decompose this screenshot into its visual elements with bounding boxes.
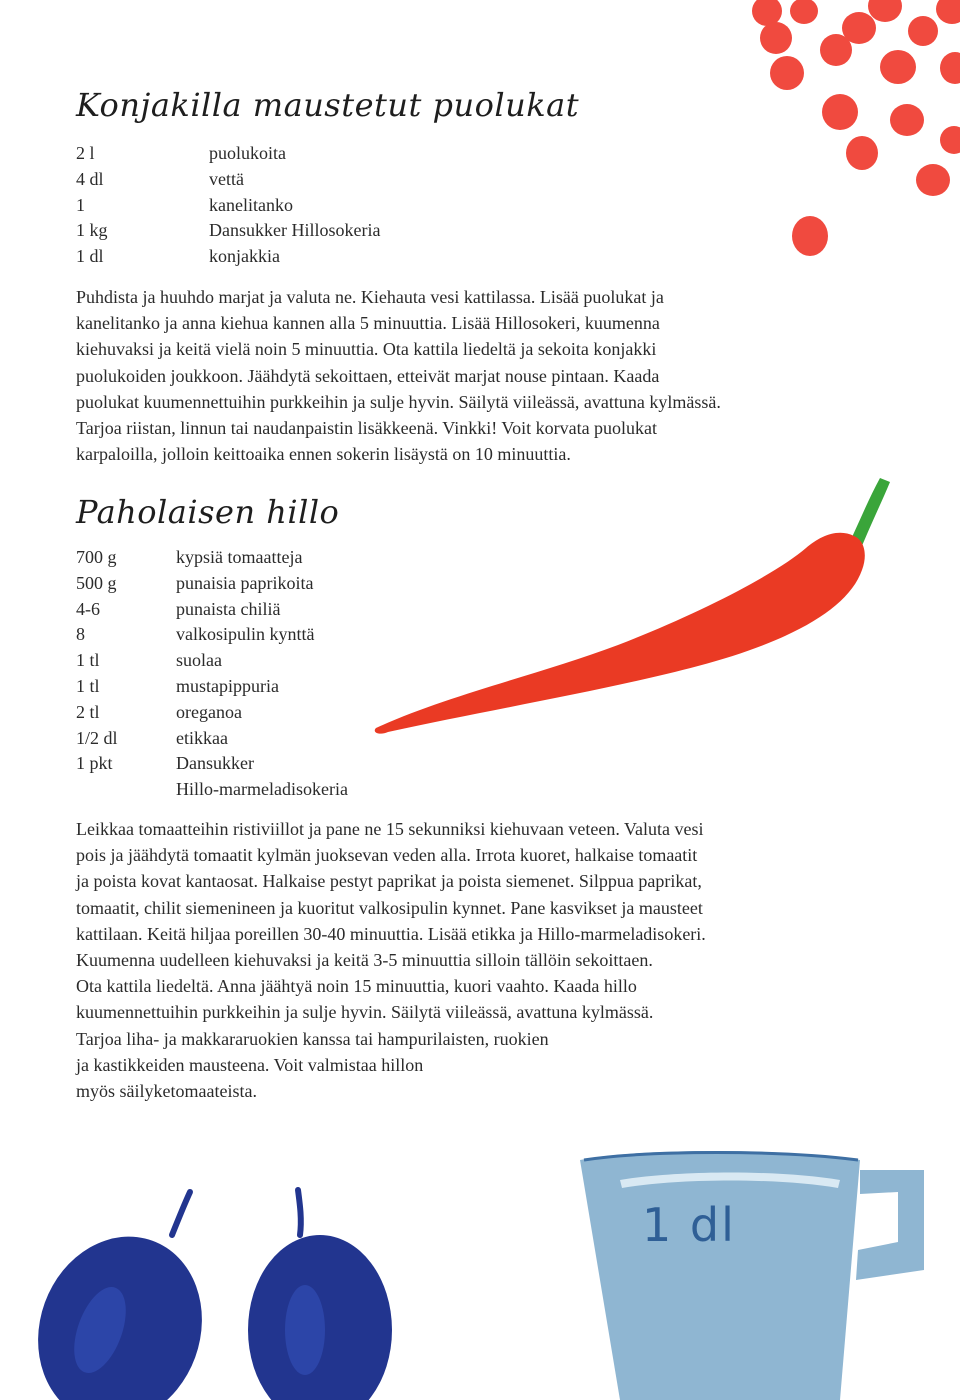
ingredient-quantity: 8 [76,624,85,645]
lingonberry-icon [790,0,818,24]
ingredient-quantity: 1 [76,194,85,215]
ingredient-quantity: 1 pkt [76,753,113,774]
method-line: kattilaan. Keitä hiljaa poreillen 30-40 minuuttia. Lisää etikka ja Hillo-marmeladisokeri. [76,923,706,944]
method-line: myös säilyketomaateista. [76,1081,257,1102]
ingredient-row [76,167,380,193]
lingonberry-icon [760,22,792,54]
ingredient-name: valkosipulin kynttä [176,624,315,645]
lingonberry-icon [822,94,858,130]
ingredient-quantity: 700 g [76,547,117,567]
method-line: Tarjoa riistan, linnun tai naudanpaistin lisäkkeenä. Vinkki! Voit korvata puolukat [76,418,658,439]
recipe-method [76,284,796,467]
ingredient-name: konjakkia [209,246,280,267]
ingredient-row [76,218,380,244]
plums-illustration [0,1180,400,1400]
plum-icon [12,1192,227,1400]
method-line: karpaloilla, jolloin keittoaika ennen sokerin lisäystä on 10 minuuttia. [76,444,571,465]
lingonberry-icon [916,164,950,196]
ingredient-row [76,571,348,597]
ingredient-name: punaista chiliä [176,598,281,619]
ingredient-quantity: 2 l [76,143,95,163]
ingredient-name: Hillo-marmeladisokeria [176,779,348,800]
ingredient-name: kanelitanko [209,194,293,215]
ingredient-name: etikkaa [176,727,228,748]
lingonberry-icon [936,0,960,24]
measuring-cup-label: 1 dl [642,1198,736,1252]
ingredient-name: kypsiä tomaatteja [176,547,303,567]
ingredient-list [76,545,348,803]
lingonberry-icon [940,126,960,154]
ingredient-row [76,597,348,623]
method-line: tomaatit, chilit siemenineen ja kuoritut valkosipulin kynnet. Pane kasvikset ja mausteet [76,897,703,918]
ingredient-quantity: 1 kg [76,220,108,241]
ingredient-list [76,141,380,270]
method-line: ja kastikkeiden mausteena. Voit valmistaa hillon [76,1054,424,1075]
method-line: ja poista kovat kantaosat. Halkaise pestyt paprikat ja poista siemenet. Silppua paprikat, [76,871,702,892]
method-line: Tarjoa liha- ja makkararuokien kanssa tai hampurilaisten, ruokien [76,1028,549,1049]
lingonberry-icon [880,50,916,84]
lingonberry-icon [770,56,804,90]
method-line: kanelitanko ja anna kiehua kannen alla 5 minuuttia. Lisää Hillosokeri, kuumenna [76,313,660,334]
ingredient-quantity: 1/2 dl [76,727,118,748]
lingonberry-icon [820,34,852,66]
red-chili-icon [368,470,908,750]
ingredient-row [76,193,380,219]
lingonberry-icon [940,52,960,84]
ingredient-name: vettä [209,168,244,189]
method-line: pois ja jäähdytä tomaatit kylmän juoksevan veden alla. Irrota kuoret, halkaise tomaatit [76,845,698,866]
ingredient-quantity: 1 dl [76,246,104,267]
method-line: Puhdista ja huuhdo marjat ja valuta ne. Kiehauta vesi kattilassa. Lisää puolukat ja [76,287,664,307]
ingredient-row [76,622,348,648]
ingredient-row [76,674,348,700]
ingredient-quantity: 2 tl [76,701,100,722]
ingredient-name: punaisia paprikoita [176,572,314,593]
method-line: kiehuvaksi ja keitä vielä noin 5 minuuttia. Ota kattila liedeltä ja sekoita konjakki [76,339,657,360]
plum-icon [248,1190,392,1400]
ingredient-quantity: 4-6 [76,598,100,619]
method-line: kuumennettuihin purkkeihin ja sulje hyvin. Säilytä viileässä, avattuna kylmässä. [76,1002,654,1023]
ingredient-row [76,244,380,270]
lingonberry-icon [890,104,924,136]
ingredient-row [76,726,348,752]
ingredient-quantity [76,777,176,803]
recipe-title: Konjakilla maustetut puolukat [76,86,580,124]
ingredient-row [76,545,348,571]
measuring-cup-icon [560,1130,940,1400]
ingredient-name: suolaa [176,650,222,671]
ingredient-quantity: 1 tl [76,650,100,671]
recipe-title: Paholaisen hillo [76,493,340,531]
ingredient-name: puolukoita [209,143,286,163]
lingonberry-icon [908,16,938,46]
recipe-method [76,816,796,1104]
ingredient-name: Dansukker Hillosokeria [209,220,381,241]
method-line: puolukat kuumennettuihin purkkeihin ja sulje hyvin. Säilytä viileässä, avattuna kylmässä. [76,391,721,412]
lingonberry-icon [846,136,878,170]
ingredient-row [76,141,380,167]
ingredient-row [76,700,348,726]
ingredient-name: oreganoa [176,701,242,722]
ingredient-row [76,648,348,674]
method-line: Kuumenna uudelleen kiehuvaksi ja keitä 3-5 minuuttia silloin tällöin sekoittaen. [76,950,653,971]
ingredient-quantity: 500 g [76,572,117,593]
ingredient-name: mustapippuria [176,675,279,696]
method-line: Leikkaa tomaatteihin ristiviillot ja pane ne 15 sekunniksi kiehuvaan veteen. Valuta vesi [76,819,704,839]
ingredient-quantity: 1 tl [76,675,100,696]
ingredient-row [76,751,348,777]
lingonberry-icon [792,216,828,256]
method-line: puolukoiden joukkoon. Jäähdytä sekoittaen, etteivät marjat nouse pintaan. Kaada [76,365,660,386]
ingredient-quantity: 4 dl [76,168,104,189]
ingredient-name: Dansukker [176,753,254,774]
method-line: Ota kattila liedeltä. Anna jäähtyä noin 15 minuuttia, kuori vaahto. Kaada hillo [76,976,637,997]
ingredient-row [76,777,348,803]
